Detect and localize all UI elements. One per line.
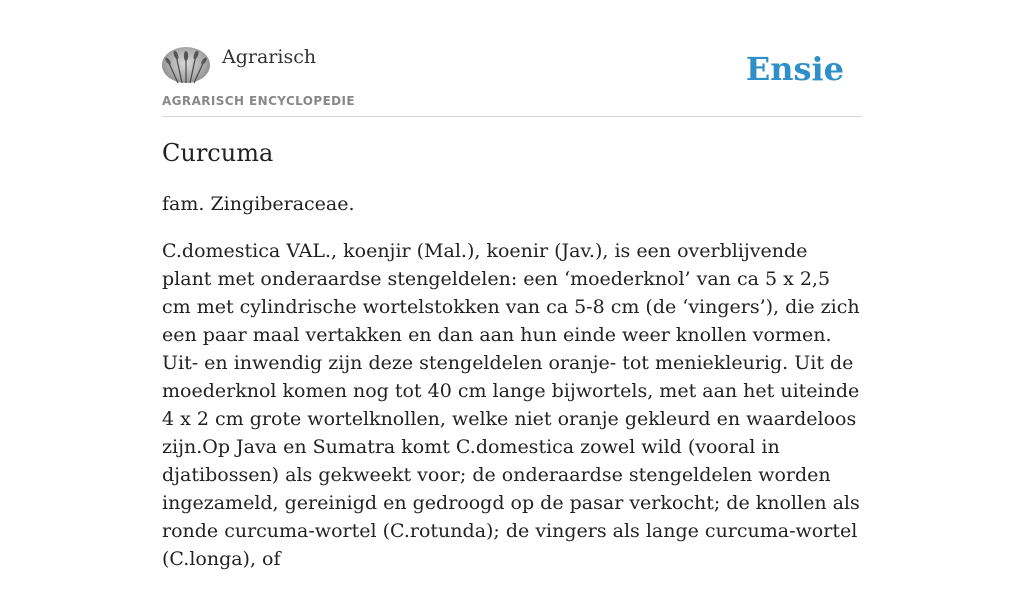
header xyxy=(162,44,862,117)
article-content xyxy=(162,190,862,592)
publisher-subtitle: AGRARISCH ENCYCLOPEDIE xyxy=(162,94,355,108)
publisher-name[interactable]: Agrarisch xyxy=(222,46,317,68)
article-body: C.domestica VAL., koenjir (Mal.), koenir (Jav.), is een overblijvende plant met onderaardse stengeldelen: een ‘moederknol’ van ca 5 x 2,5 cm met cylindrische wortelstokken van ca 5-8 cm (de ‘vingers’), die zich een paar maal vertakken en dan aan hun einde weer knollen vormen. Uit- en inwendig zijn deze stengeldelen oranje- tot meniekleurig. Uit de moederknol komen nog tot 40 cm lange bijwortels, met aan het uiteinde 4 x 2 cm grote wortelknollen, welke niet oranje gekleurd en waardeloos zijn.Op Java en Sumatra komt C.domestica zowel wild (vooral in djatibossen) als gekweekt voor; de onderaardse stengeldelen worden ingezameld, gereinigd en gedroogd op de pasar verkocht; de knollen als ronde curcuma-wortel (C.rotunda); de vingers als lange curcuma-wortel (C.longa), of xyxy=(162,240,860,570)
wheat-ears-icon[interactable] xyxy=(162,47,210,83)
article-family: fam. Zingiberaceae. xyxy=(162,193,355,215)
page-title: Curcuma xyxy=(162,139,274,167)
site-logo[interactable]: Ensie xyxy=(745,50,844,88)
